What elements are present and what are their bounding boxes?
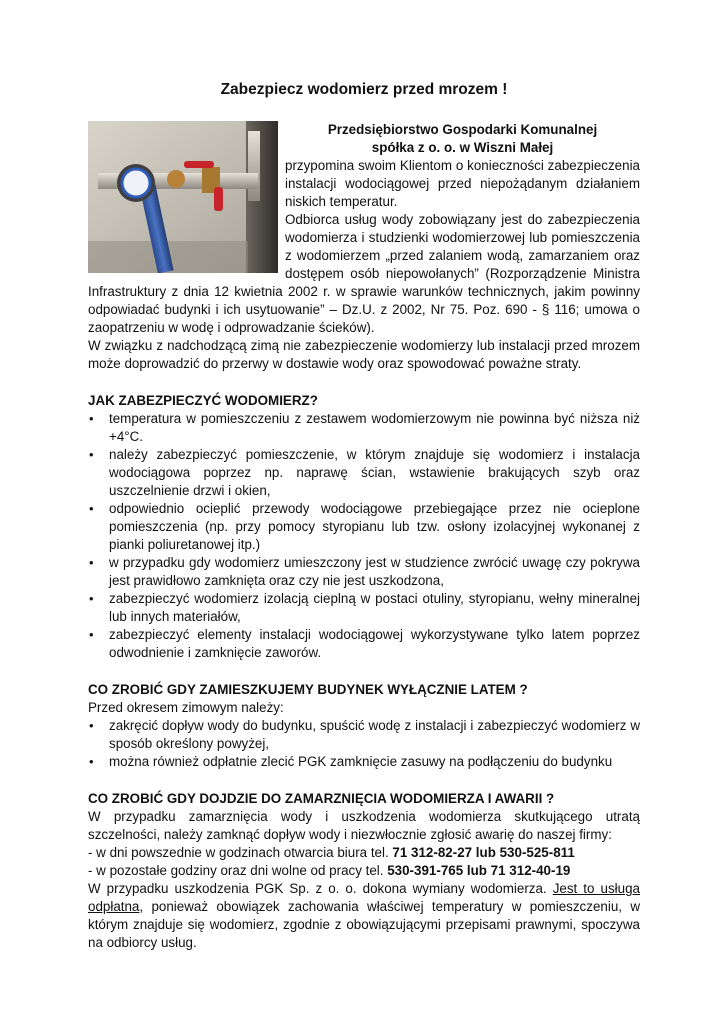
bullet-icon: • [89, 591, 94, 606]
paid-service-note: Jest to usługa odpłatna [88, 881, 640, 914]
page-title: Zabezpiecz wodomierz przed mrozem ! [220, 81, 508, 98]
list-item-text: zabezpieczyć elementy instalacji wodociągowej wykorzystywane tylko latem poprzez odwodnienie i zamknięcie zaworów. [109, 627, 640, 660]
section-heading-protect: JAK ZABEZPIECZYĆ WODOMIERZ? [88, 393, 318, 408]
section-heading-failure: CO ZROBIĆ GDY DOJDZIE DO ZAMARZNIĘCIA WODOMIERZA I AWARII ? [88, 791, 555, 806]
list-item-text: odpowiednio ocieplić przewody wodociągowe przebiegające przez nie ocieplone pomieszczenia (np. przy pomocy styropianu lub tzw. osłony izolacyjnej wykonanej z pianki poliuretanowej itp.) [109, 501, 640, 552]
bullet-icon: • [89, 501, 94, 516]
company-name-line1: Przedsiębiorstwo Gospodarki Komunalnej [327, 122, 598, 137]
bullet-icon: • [89, 411, 94, 426]
intro-paragraph-2: Odbiorca usług wody zobowiązany jest do zabezpieczenia wodomierza i studzienki wodomierzowej lub pomieszczenia z wodomierzem „przed zalaniem wodą, zamarzaniem oraz dostępem osób niepowołanych” (Rozporządzenie Ministra Infrastruktury z dnia 12 kwietnia 2002 r. w sprawie warunków technicznych, jakim powinny odpowiadać budynki i ich usytuowanie” – Dz.U. z 2002, Nr 75. Poz. 690 - § 116; umowa o zaopatrzeniu w wodę i odprowadzanie ścieków). [88, 212, 640, 335]
document-page [88, 70, 640, 952]
failure-paragraph-1: W przypadku zamarznięcia wody i uszkodzenia wodomierza skutkującego utratą szczelności, należy zamknąć dopływ wody i niezwłocznie zgłosić awarię do naszej firmy: [88, 809, 640, 842]
summer-lead: Przed okresem zimowym należy: [88, 700, 284, 715]
list-item [88, 554, 640, 590]
list-item [88, 410, 640, 446]
list-item-text: temperatura w pomieszczeniu z zestawem wodomierzowym nie powinna być niższa niż +4°C. [109, 411, 640, 444]
phone-line-other-hours-label: - w pozostałe godziny oraz dni wolne od pracy tel. [88, 863, 388, 878]
phone-numbers-other-hours: 530-391-765 lub 71 312-40-19 [387, 863, 571, 878]
intro-paragraph-1: przypomina swoim Klientom o konieczności zabezpieczenia instalacji wodociągowej przed niepożądanym działaniem niskich temperatur. [285, 158, 640, 209]
intro-paragraph-3: W związku z nadchodzącą zimą nie zabezpieczenie wodomierzy lub instalacji przed mrozem może doprowadzić do przerwy w dostawie wody oraz spowodować poważne straty. [88, 338, 640, 371]
company-name-line2: spółka z o. o. w Wiszni Małej [371, 140, 554, 155]
failure-paragraph-2-end: , ponieważ obowiązek zachowania właściwej temperatury w pomieszczeniu, w którym znajduje się wodomierz, zgodnie z obowiązującymi przepisami prawnymi, spoczywa na odbiorcy usług. [88, 899, 640, 950]
list-item-text: można również odpłatnie zlecić PGK zamknięcie zasuwy na podłączeniu do budynku [109, 754, 613, 769]
bullet-icon: • [89, 718, 94, 733]
list-item [88, 446, 640, 500]
bullet-icon: • [89, 447, 94, 462]
list-item [88, 590, 640, 626]
water-meter-photo [88, 121, 278, 273]
water-meter-photo-graphic [88, 121, 278, 273]
phone-numbers-workdays: 71 312-82-27 lub 530-525-811 [392, 845, 575, 860]
list-item-text: w przypadku gdy wodomierz umieszczony jest w studzience zwrócić uwagę czy pokrywa jest prawidłowo zamknięta oraz czy nie jest uszkodzona, [109, 555, 640, 588]
failure-paragraph-2-start: W przypadku uszkodzenia PGK Sp. z o. o. dokona wymiany wodomierza. [88, 881, 553, 896]
list-item [88, 753, 640, 771]
list-item [88, 500, 640, 554]
list-item [88, 626, 640, 662]
bullet-icon: • [89, 754, 94, 769]
phone-line-workdays-label: - w dni powszednie w godzinach otwarcia biura tel. [88, 845, 393, 860]
bullet-icon: • [89, 555, 94, 570]
failure-paragraph-2 [88, 880, 640, 952]
phone-line-other-hours [88, 862, 640, 880]
list-item [88, 717, 640, 753]
phone-line-workdays [88, 844, 640, 862]
list-item-text: zakręcić dopływ wody do budynku, spuścić wodę z instalacji i zabezpieczyć wodomierz w sposób określony powyżej, [109, 718, 640, 751]
protect-list [88, 410, 640, 662]
summer-list [88, 717, 640, 771]
section-heading-summer: CO ZROBIĆ GDY ZAMIESZKUJEMY BUDYNEK WYŁĄCZNIE LATEM ? [88, 682, 528, 697]
bullet-icon: • [89, 627, 94, 642]
list-item-text: zabezpieczyć wodomierz izolacją cieplną w postaci otuliny, styropianu, wełny mineralnej lub innych materiałów, [109, 591, 640, 624]
list-item-text: należy zabezpieczyć pomieszczenie, w którym znajduje się wodomierz i instalacja wodociągowa poprzez np. naprawę ścian, wstawienie brakujących szyb oraz uszczelnienie drzwi i okien, [109, 447, 640, 498]
